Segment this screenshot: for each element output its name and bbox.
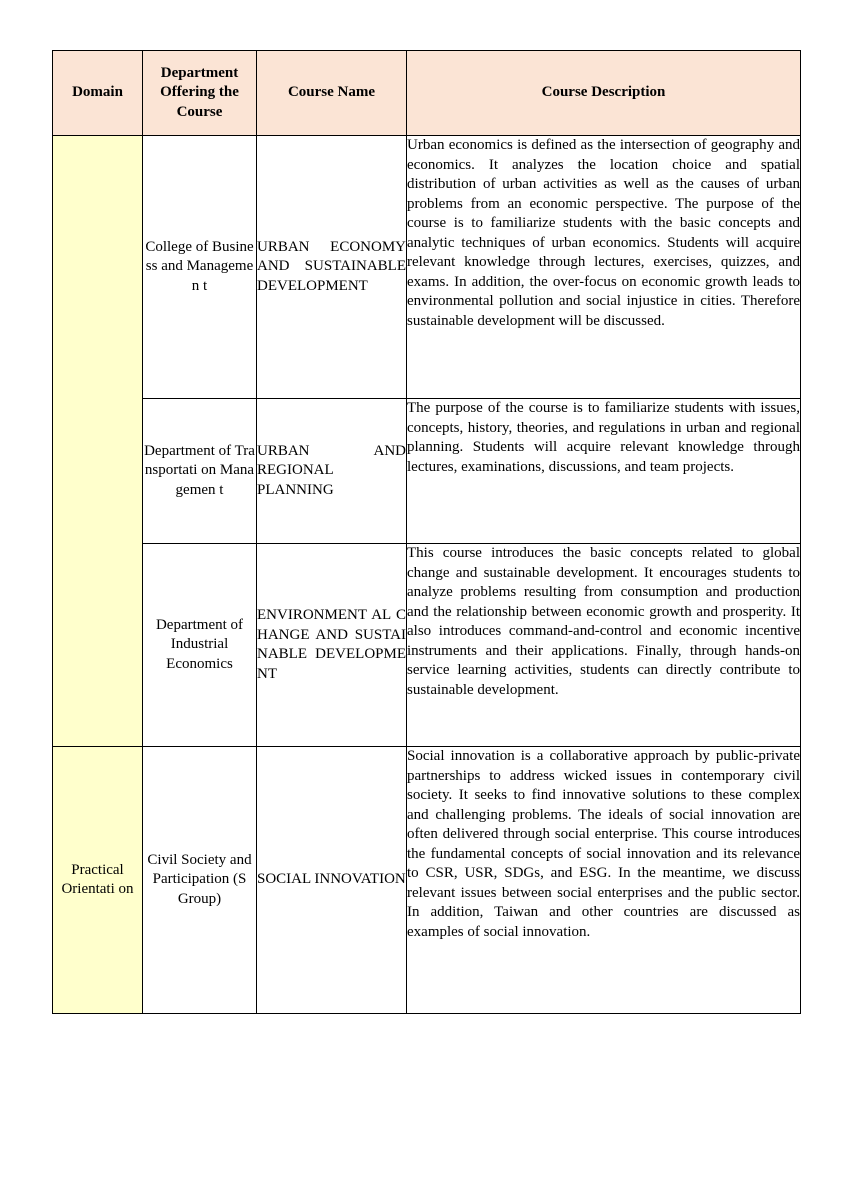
course-name-cell: SOCIAL INNOVATION bbox=[257, 747, 407, 1014]
table-row bbox=[53, 747, 801, 1014]
department-cell: Department of Industrial Economics bbox=[143, 544, 257, 747]
table-header-row bbox=[53, 51, 801, 136]
course-name-cell: ENVIRONMENT AL CHANGE AND SUSTAINABLE DEVELOPMENT bbox=[257, 544, 407, 747]
table-row bbox=[53, 544, 801, 747]
department-cell: Civil Society and Participation (S Group) bbox=[143, 747, 257, 1014]
course-description-cell: Social innovation is a collaborative approach by public-private partnerships to address wicked issues in contemporary civil society. It seeks to find innovative solutions to these complex and challenging problems. The ideals of social innovation are often delivered through social enterprise. This course introduces the fundamental concepts of social innovation and its relevance to CSR, USR, SDGs, and ESG. In the meantime, we discuss relevant issues between social enterprises and the public sector. In addition, Taiwan and other countries are discussed as examples of social innovation. bbox=[407, 747, 801, 1014]
course-name-cell: URBAN AND REGIONAL PLANNING bbox=[257, 399, 407, 544]
department-cell: Department of Transportati on Managemen t bbox=[143, 399, 257, 544]
course-description-cell: Urban economics is defined as the intersection of geography and economics. It analyzes the location choice and spatial distribution of urban activities as well as the causes of urban problems from an economic perspective. The purpose of the course is to familiarize students with the basic concepts and analytic techniques of urban economics. Students will acquire relevant knowledge through lectures, exercises, quizzes, and exams. In addition, the over-focus on economic growth leads to environmental pollution and social injustice in cities. Therefore sustainable development will be discussed. bbox=[407, 136, 801, 399]
header-course-description: Course Description bbox=[407, 51, 801, 136]
course-description-cell: This course introduces the basic concepts related to global change and sustainable development. It encourages students to analyze problems resulting from consumption and production and the relationship between economic growth and prosperity. It also introduces command-and-control and economic incentive instruments and their applications. Finally, through hands-on service learning activities, students can directly contribute to sustainable development. bbox=[407, 544, 801, 747]
course-table bbox=[52, 50, 801, 1014]
table-row bbox=[53, 399, 801, 544]
department-cell: College of Business and Managemen t bbox=[143, 136, 257, 399]
domain-cell: Practical Orientati on bbox=[53, 747, 143, 1014]
course-name-cell: URBAN ECONOMY AND SUSTAINABLE DEVELOPMENT bbox=[257, 136, 407, 399]
course-description-cell: The purpose of the course is to familiarize students with issues, concepts, history, theories, and regulations in urban and regional planning. Students will acquire relevant knowledge through lectures, examinations, discussions, and team projects. bbox=[407, 399, 801, 544]
table-row bbox=[53, 136, 801, 399]
header-domain: Domain bbox=[53, 51, 143, 136]
header-department: Department Offering the Course bbox=[143, 51, 257, 136]
header-course-name: Course Name bbox=[257, 51, 407, 136]
domain-cell bbox=[53, 136, 143, 747]
